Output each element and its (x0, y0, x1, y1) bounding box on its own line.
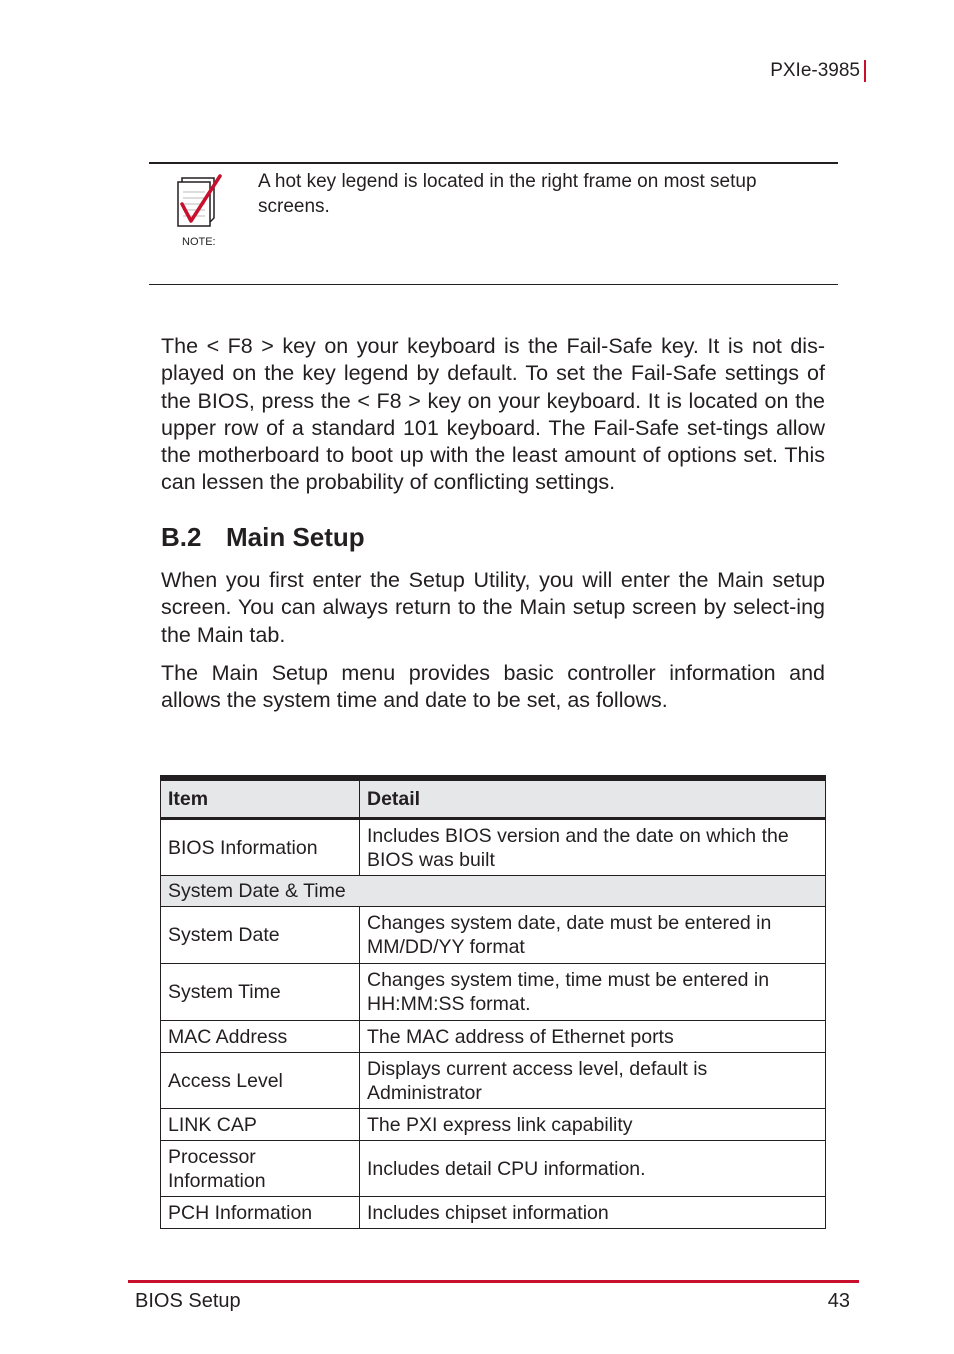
detail-cell: Includes chipset information (360, 1197, 826, 1229)
note-bottom-rule (149, 284, 838, 285)
note-checkmark-icon (174, 174, 226, 234)
detail-cell: Changes system time, time must be entered in HH:MM:SS format. (360, 964, 826, 1021)
detail-cell: The PXI express link capability (360, 1109, 826, 1141)
detail-cell: Changes system date, date must be entered in MM/DD/YY format (360, 907, 826, 964)
item-cell: Processor Information (161, 1141, 360, 1197)
running-header (770, 60, 866, 82)
item-cell: Access Level (161, 1053, 360, 1109)
item-cell: LINK CAP (161, 1109, 360, 1141)
section-number: B.2 (161, 522, 202, 552)
section-paragraph: When you first enter the Setup Utility, you will enter the Main setup screen. You can always return to the Main setup screen by select-ing the Main tab. (161, 568, 825, 647)
note-label: NOTE: (182, 236, 216, 248)
group-cell: System Date & Time (161, 876, 826, 907)
item-cell: BIOS Information (161, 819, 360, 876)
table-row (161, 1197, 826, 1229)
section-heading (161, 522, 365, 553)
item-cell: System Date (161, 907, 360, 964)
table-row (161, 907, 826, 964)
table-row (161, 1109, 826, 1141)
detail-cell: Displays current access level, default is Administrator (360, 1053, 826, 1109)
detail-cell: The MAC address of Ethernet ports (360, 1021, 826, 1053)
detail-cell: Includes detail CPU information. (360, 1141, 826, 1197)
footer-section-name: BIOS Setup (135, 1290, 241, 1312)
page-number: 43 (827, 1290, 850, 1312)
note-top-rule (149, 162, 838, 164)
item-cell: MAC Address (161, 1021, 360, 1053)
intro-paragraph: The < F8 > key on your keyboard is the Fail-Safe key. It is not dis-played on the key legend by default. To set the Fail-Safe settings of the BIOS, press the < F8 > key on your keyboard. It is located on the upper row of a standard 101 keyboard. The Fail-Safe set-tings allow the motherboard to boot up with the least amount of options set. This can lessen the probability of conflicting settings. (161, 334, 825, 495)
header-accent-bar (864, 60, 866, 82)
product-name: PXIe-3985 (770, 60, 860, 81)
main-setup-table (160, 780, 826, 1229)
table-row (161, 819, 826, 876)
table-group-row (161, 876, 826, 907)
section-paragraph: The Main Setup menu provides basic controller information and allows the system time and date to be set, as follows. (161, 661, 825, 713)
table-row (161, 964, 826, 1021)
column-header-detail: Detail (360, 781, 826, 819)
item-cell: PCH Information (161, 1197, 360, 1229)
footer-accent-rule (128, 1280, 859, 1283)
detail-cell: Includes BIOS version and the date on which the BIOS was built (360, 819, 826, 876)
section-title: Main Setup (226, 522, 365, 552)
table-row (161, 1141, 826, 1197)
item-cell: System Time (161, 964, 360, 1021)
note-text: A hot key legend is located in the right frame on most setup screens. (258, 171, 757, 217)
table-row (161, 1053, 826, 1109)
column-header-item: Item (161, 781, 360, 819)
table-header-row (161, 781, 826, 819)
table-row (161, 1021, 826, 1053)
